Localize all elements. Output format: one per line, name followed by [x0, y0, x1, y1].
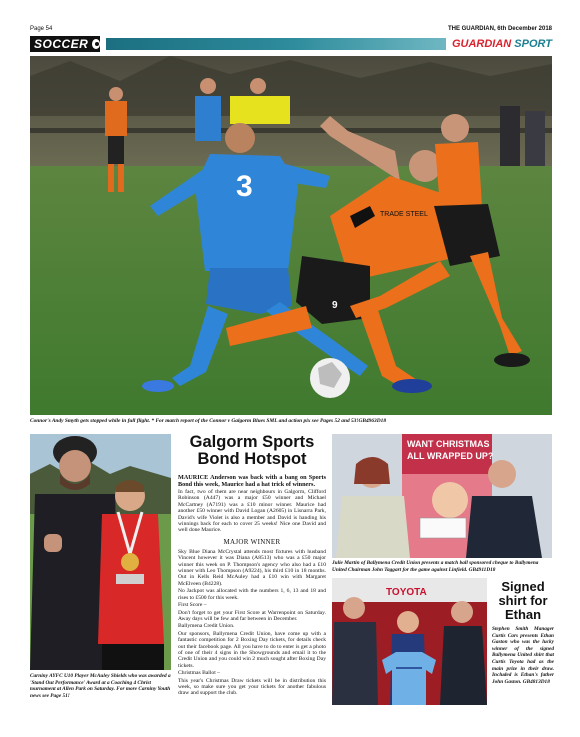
main-photo-caption: Connor's Andy Smyth gets stopped while in full flight. * For match report of the Connor v Galgorm Blues SML and action pix see Pages 52 and 53!GB4963D18: [30, 418, 387, 424]
section-badge-label: SOCCER: [34, 37, 89, 51]
toyota-sign: TOYOTA: [386, 587, 427, 598]
poster-line-1: WANT CHRISTMAS: [407, 439, 490, 449]
article-paragraph: Our sponsors, Ballymena Credit Union, have come up with a fantastic competition for 2 Boxing Day tickets, for details check out their facebook page. All you have to do to enter is get a photo of one of their 4 signs in the Showgrounds and email it to the Credit Union and you could win 2 much sought after Boxing Day tickets.: [178, 630, 326, 669]
article-subhead: MAJOR WINNER: [223, 537, 281, 546]
sponsor-text: TRADE STEEL: [380, 211, 428, 218]
football-icon: [92, 39, 100, 49]
paper-date: THE GUARDIAN, 6th December 2018: [447, 26, 552, 32]
soccer-section-badge: [30, 36, 100, 52]
page-number: Page 54: [30, 26, 53, 32]
poster-line-2: ALL WRAPPED UP?: [407, 451, 494, 461]
blue-shirt-number: 3: [236, 170, 253, 203]
signed-shirt-photo: [332, 578, 487, 705]
brand-section: SPORT: [514, 38, 552, 50]
article-headline: Galgorm Sports Bond Hotspot: [189, 433, 315, 468]
article-paragraph: This year's Christmas Draw tickets will be in distribution this week, so make sure you get your tickets for another fabulous draw and support the club.: [178, 677, 326, 697]
article-paragraph: Ballymena Credit Union.: [178, 623, 235, 630]
teal-divider: [106, 38, 446, 50]
article-paragraph: In fact, two of them are near neighbours in Galgorm, Clifford Robinson (A447) was a major £50 winner and Michael McCartney (A7191) was a £10 minor winner. Maurice had another £50 winner with David Logan (A2605) in Lisnarra Park, David's wife Violet is also a member and David is handing his winnings back for each to cover 25 weeks! Nice one David and well done Maurice.: [178, 489, 326, 534]
article-paragraph: Don't forget to get your First Score at Warrenpoint on Saturday. Away days will be few and far between in December.: [178, 609, 326, 622]
orange-shorts-number: 9: [332, 300, 338, 311]
article-paragraph: Sky Blue Diana McCrystal attends most fixtures with husband Vincent however it was Diana (A8513) who was a £50 major winner this week on P. Thompson's agency who also had a £10 winner with Leo Thompson (A9224), his third £10 in 18 months. Out in Kells Reid McAuley had a £10 win with Margaret McElveen (B4228).: [178, 548, 326, 587]
credit-union-cheque-photo: [332, 434, 552, 558]
brand-name: GUARDIAN: [451, 38, 512, 50]
article-paragraph: No Jackpot was allocated with the numbers 1, 6, 13 and 18 and rises to £500 for this week.: [178, 588, 326, 601]
article-lead: MAURICE Anderson was back with a bang on Sports Bond this week, Maurice had a hat trick of winners.: [178, 474, 326, 488]
article-paragraph: Christmas Ballot –: [178, 670, 220, 677]
guardian-sport-logo: [452, 38, 552, 50]
sports-bond-article: [178, 434, 326, 698]
credit-union-caption: Julie Martin of Ballymena Credit Union presents a match ball sponsored cheque to Ballymena United Chairman John Taggart for the game against Linfield. GB4911D18: [332, 560, 539, 573]
signed-shirt-story: [492, 580, 554, 685]
article-paragraph: First Score –: [178, 602, 207, 609]
main-action-photo: [30, 56, 552, 415]
page-header: [30, 24, 552, 34]
signed-shirt-caption: Stephen Smith Manager Curtis Cars presents Ethan Gaston who was the lucky winner of the signed Ballymena United shirt that Curtis Toyota had as the main prize in their draw. Included is Ethan's father John Gaston. GB4813D18: [492, 626, 554, 685]
carniny-caption: Carniny AYFC U10 Player McAuley Shields who was awarded a 'Stand Out Performance' Award at a Coaching 4 Christ tournament at Allen Park on Saturday. For more Carniny Youth news see Page 51!: [30, 673, 171, 699]
section-bar: [30, 36, 552, 52]
carniny-player-photo: [30, 434, 171, 670]
signed-shirt-headline: Signed shirt for Ethan: [498, 579, 548, 622]
